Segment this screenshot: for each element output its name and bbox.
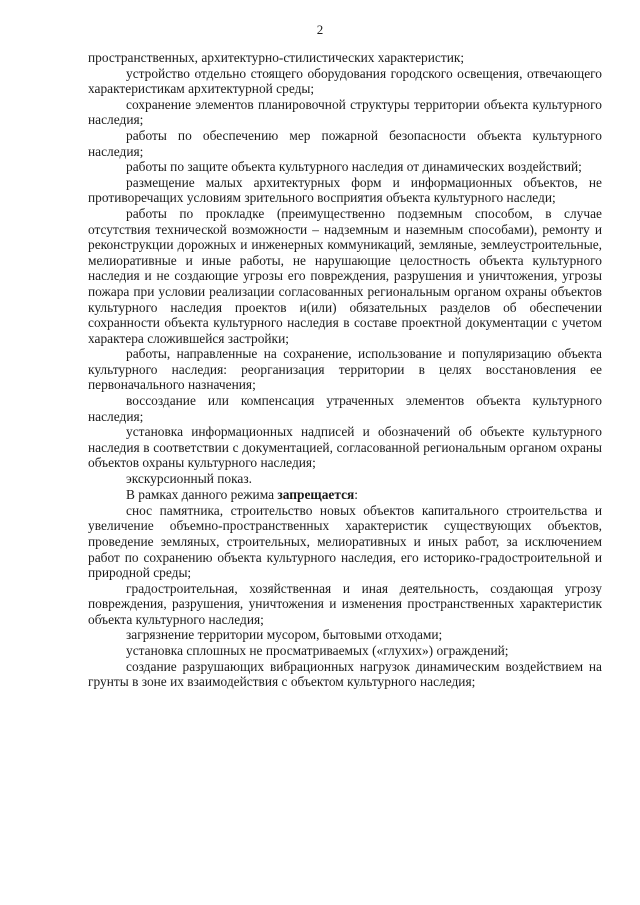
paragraph-fire-safety: работы по обеспечению мер пожарной безопасности объекта культурного наследия; (88, 127, 602, 159)
prohibition-intro-keyword: запрещается (277, 487, 355, 503)
paragraph-preservation-works: работы, направленные на сохранение, использование и популяризацию объекта культурного наследия: реорганизация территории в целях восстановления ее первоначального назначения; (88, 346, 602, 393)
paragraph-excursions: экскурсионный показ. (126, 471, 252, 487)
paragraph-continuation: пространственных, архитектурно-стилистических характеристик; (88, 50, 465, 65)
paragraph-dynamic-protection: работы по защите объекта культурного наследия от динамических воздействий; (126, 159, 582, 175)
prohibition-intro (88, 487, 602, 503)
paragraph-utilities: работы по прокладке (преимущественно подземным способом, в случае отсутствия технической возможности – надземным и наземным способами), ремонту и реконструкции дорожных и инженерных коммуникаций, земляные, землеустроительные, мелиоративные и иные работы, не нарушающие целостность объекта культурного наследия и не создающие угрозы его повреждения, разрушения и уничтожения, угрозы пожара при условии реализации согласованных региональным органом охраны объектов культурного наследия проектов и(или) обязательных разделов об обеспечении сохранности объекта культурного наследия в составе проектной документации с учетом характера сложившейся застройки; (88, 205, 602, 346)
prohibition-fences: установка сплошных не просматриваемых («глухих») ограждений; (126, 643, 509, 659)
paragraph-planning-structure: сохранение элементов планировочной структуры территории объекта культурного наследия; (88, 96, 602, 128)
paragraph-lighting: устройство отдельно стоящего оборудования городского освещения, отвечающего характеристикам архитектурной среды; (88, 65, 602, 97)
prohibition-demolition: снос памятника, строительство новых объектов капитального строительства и увеличение объемно-пространственных характеристик существующих объектов, проведение земляных, строительных, мелиоративных и иных работ, за исключением работ по сохранению объекта культурного наследия, его историко-градостроительной и природной среды; (88, 502, 602, 581)
prohibition-activity: градостроительная, хозяйственная и иная деятельность, создающая угрозу повреждения, разрушения, уничтожения и изменения пространственных характеристик объекта культурного наследия; (88, 580, 602, 627)
prohibition-vibration: создание разрушающих вибрационных нагрузок динамическим воздействием на грунты в зоне их взаимодействия с объектом культурного наследия; (88, 658, 602, 690)
paragraph-info-signs: установка информационных надписей и обозначений об объекте культурного наследия в соответствии с документацией, согласованной региональным органом охраны объектов охраны культурного наследия; (88, 424, 602, 471)
page-number: 2 (316, 22, 324, 37)
document-body (88, 50, 602, 690)
prohibition-littering: загрязнение территории мусором, бытовыми отходами; (126, 627, 443, 643)
paragraph-recreation: воссоздание или компенсация утраченных элементов объекта культурного наследия; (88, 393, 602, 424)
prohibition-intro-suffix: : (354, 487, 359, 503)
paragraph-small-forms: размещение малых архитектурных форм и информационных объектов, не противоречащих условиям зрительного восприятия объекта культурного наследи; (88, 174, 602, 206)
prohibition-intro-prefix: В рамках данного режима (126, 487, 278, 503)
